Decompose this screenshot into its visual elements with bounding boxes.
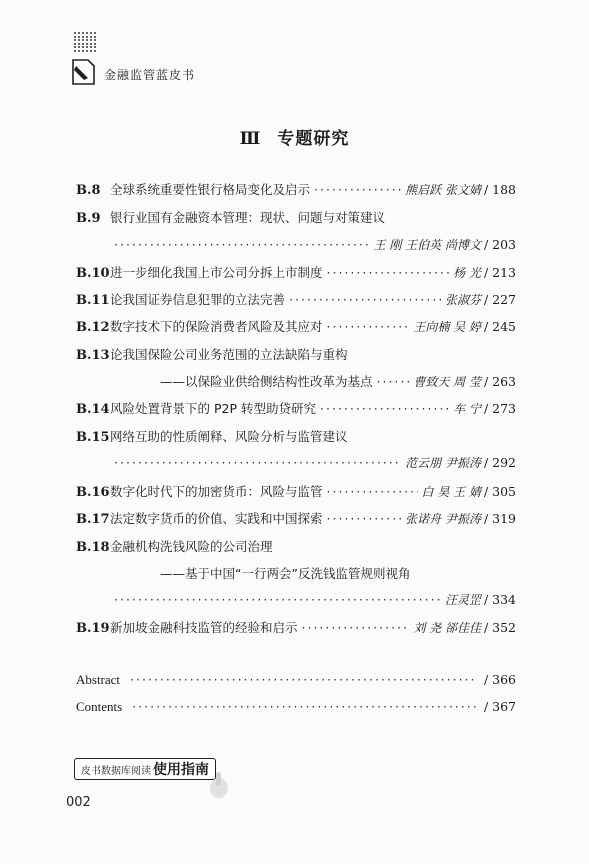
logo-dot <box>94 43 96 45</box>
entry-page: / 188 <box>483 182 516 197</box>
entry-page: / 305 <box>483 484 516 499</box>
logo-dot <box>74 32 76 34</box>
logo-dot <box>94 32 96 34</box>
guide-big-text: 使用指南 <box>153 762 209 778</box>
pointing-hand-icon <box>205 770 233 800</box>
entry-title: 风险处置背景下的 P2P 转型助贷研究 <box>110 401 316 416</box>
logo-dot <box>82 39 84 41</box>
logo-dot <box>74 43 76 45</box>
logo-dot <box>90 39 92 41</box>
toc-entry-b11[interactable] <box>76 290 516 310</box>
toc-entry-b10[interactable] <box>76 263 516 283</box>
logo-dot <box>86 43 88 45</box>
entry-number: B.19 <box>76 621 110 636</box>
entry-number: B.11 <box>76 293 110 308</box>
toc-entry-b18-continuation[interactable] <box>76 591 516 611</box>
logo-dot <box>78 39 80 41</box>
entry-number: B.8 <box>76 183 101 198</box>
toc-entry-b9[interactable] <box>76 208 516 228</box>
logo-dot <box>74 36 76 38</box>
dot-leader <box>114 455 401 470</box>
entry-title: 金融机构洗钱风险的公司治理 <box>110 539 273 554</box>
toc-entry-b15-continuation[interactable] <box>76 454 516 474</box>
dot-pattern-icon <box>74 32 98 54</box>
toc-entry-b12[interactable] <box>76 317 516 337</box>
entry-title: Contents <box>76 699 123 714</box>
entry-title: 论我国证券信息犯罪的立法完善 <box>110 292 286 307</box>
toc-entry-b17[interactable] <box>76 509 516 529</box>
dot-leader <box>327 265 450 280</box>
entry-number: B.9 <box>76 211 101 226</box>
dot-leader <box>327 484 418 499</box>
entry-title: 全球系统重要性银行格局变化及启示 <box>110 182 311 197</box>
logo-dot <box>94 39 96 41</box>
entry-authors: 范云朋 尹振涛 <box>405 456 481 470</box>
toc-entry-contents[interactable] <box>76 699 516 719</box>
dot-leader <box>130 672 477 687</box>
logo-dot <box>78 32 80 34</box>
dot-leader <box>327 511 402 526</box>
logo-dot <box>86 32 88 34</box>
logo-dot <box>82 32 84 34</box>
logo-dot <box>82 50 84 52</box>
entry-page: / 263 <box>483 374 516 389</box>
logo-dot <box>78 46 80 48</box>
entry-title: 数字化时代下的加密货币：风险与监管 <box>110 484 323 499</box>
logo-dot <box>94 46 96 48</box>
dot-leader <box>320 401 449 416</box>
dot-leader <box>132 699 477 714</box>
logo-dot <box>86 50 88 52</box>
logo-dot <box>90 50 92 52</box>
logo-dot <box>86 39 88 41</box>
entry-page: / 227 <box>483 292 516 307</box>
entry-title: 论我国保险公司业务范围的立法缺陷与重构 <box>110 347 348 362</box>
entry-authors: 车 宁 <box>453 402 481 416</box>
entry-title: 银行业国有金融资本管理：现状、问题与对策建议 <box>110 210 386 225</box>
logo-dot <box>86 36 88 38</box>
logo-dot <box>82 43 84 45</box>
logo-dot <box>78 50 80 52</box>
dot-leader <box>289 292 441 307</box>
entry-page: / 367 <box>483 699 516 714</box>
entry-title: 网络互助的性质阐释、风险分析与监管建议 <box>110 429 348 444</box>
entry-number: B.18 <box>76 540 110 555</box>
toc-entry-b19[interactable] <box>76 618 516 638</box>
section-numeral: Ⅲ <box>239 129 262 149</box>
entry-authors: 张诺舟 尹振涛 <box>405 512 481 526</box>
entry-page: / 319 <box>483 511 516 526</box>
entry-number: B.15 <box>76 430 110 445</box>
logo-dot <box>90 43 92 45</box>
entry-title: 新加坡金融科技监管的经验和启示 <box>110 620 298 635</box>
entry-title: Abstract <box>76 672 121 687</box>
logo-dot <box>78 36 80 38</box>
entry-page: / 352 <box>483 620 516 635</box>
toc-entry-b13-subtitle[interactable] <box>76 372 516 392</box>
toc-entry-b9-continuation[interactable] <box>76 236 516 256</box>
entry-authors: 王 刚 王伯英 尚博文 <box>373 238 481 252</box>
entry-page: / 292 <box>483 455 516 470</box>
entry-authors: 刘 尧 郤佳佳 <box>413 621 481 635</box>
logo-dot <box>90 32 92 34</box>
entry-authors: 白 昊 王 婧 <box>421 485 481 499</box>
series-title: 金融监管蓝皮书 <box>104 68 196 82</box>
entry-title: 法定数字货币的价值、实践和中国探索 <box>110 511 323 526</box>
toc-entry-b18-subtitle[interactable] <box>76 564 516 584</box>
entry-number: B.17 <box>76 512 110 527</box>
entry-title: 进一步细化我国上市公司分拆上市制度 <box>110 265 323 280</box>
logo-dot <box>74 50 76 52</box>
entry-authors: 熊启跃 张文婧 <box>405 183 481 197</box>
logo-dot <box>86 46 88 48</box>
toc-entry-b16[interactable] <box>76 482 516 502</box>
dot-leader <box>114 592 441 607</box>
entry-subtitle: ——以保险业供给侧结构性改革为基点 <box>160 374 373 389</box>
entry-title: 数字技术下的保险消费者风险及其应对 <box>110 319 323 334</box>
logo-dot <box>74 39 76 41</box>
logo-dot <box>94 36 96 38</box>
entry-number: B.10 <box>76 266 110 281</box>
toc-entry-b18[interactable] <box>76 537 516 557</box>
toc-entry-abstract[interactable] <box>76 672 516 692</box>
section-title: 专题研究 <box>277 129 350 149</box>
entry-page: / 203 <box>483 237 516 252</box>
logo-dot <box>82 46 84 48</box>
entry-authors: 杨 光 <box>453 266 481 280</box>
guide-small-text: 皮书数据库阅读 <box>81 765 151 777</box>
dot-leader <box>377 374 410 389</box>
logo-dot <box>90 46 92 48</box>
entry-page: / 366 <box>483 672 516 687</box>
section-heading <box>0 124 589 149</box>
entry-page: / 334 <box>483 592 516 607</box>
entry-authors: 汪灵罡 <box>444 593 481 607</box>
entry-number: B.16 <box>76 485 110 500</box>
entry-number: B.13 <box>76 348 110 363</box>
entry-authors: 王向楠 吴 婷 <box>413 320 481 334</box>
page-number: 002 <box>66 795 91 810</box>
toc-entry-b8[interactable] <box>76 180 516 200</box>
logo-dot <box>90 36 92 38</box>
entry-page: / 245 <box>483 319 516 334</box>
logo-dot <box>74 46 76 48</box>
entry-authors: 张淑芬 <box>444 293 481 307</box>
logo-dot <box>82 36 84 38</box>
toc-entry-b15[interactable] <box>76 427 516 447</box>
dot-leader <box>314 182 401 197</box>
entry-subtitle: ——基于中国“一行两会”反洗钱监管规则视角 <box>160 566 411 581</box>
dot-leader <box>302 620 410 635</box>
entry-authors: 曹致天 周 莹 <box>413 375 481 389</box>
toc-entry-b14[interactable] <box>76 399 516 419</box>
entry-number: B.12 <box>76 320 110 335</box>
logo-dot <box>78 43 80 45</box>
database-guide-label[interactable] <box>74 758 216 780</box>
logo-dot <box>94 50 96 52</box>
entry-page: / 213 <box>483 265 516 280</box>
book-tag-icon <box>70 58 96 86</box>
entry-page: / 273 <box>483 401 516 416</box>
dot-leader <box>327 319 410 334</box>
toc-entry-b13[interactable] <box>76 345 516 365</box>
entry-number: B.14 <box>76 402 110 417</box>
dot-leader <box>114 237 370 252</box>
